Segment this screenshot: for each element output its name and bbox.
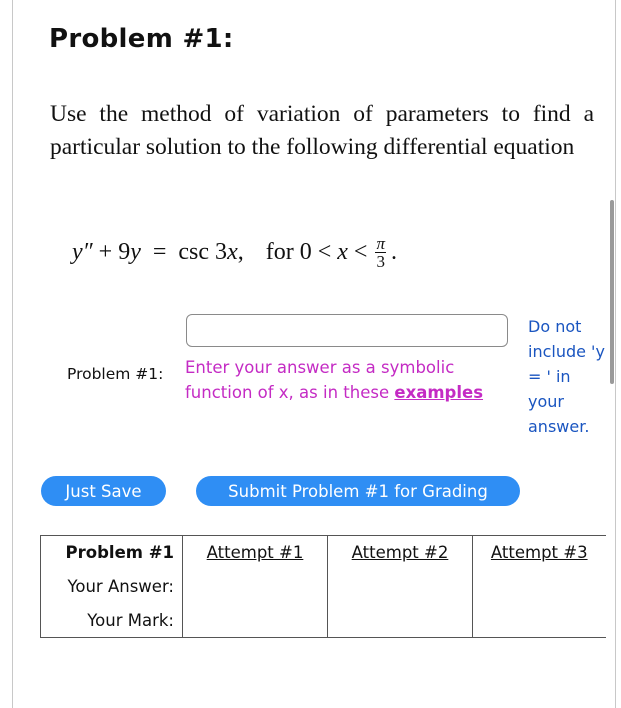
attempt-3-header[interactable] [473, 536, 606, 570]
eq-equals: = [146, 238, 173, 265]
eq-y: y [130, 238, 141, 265]
attempt-1-header[interactable] [183, 536, 328, 570]
attempt-2-answer [328, 570, 473, 604]
eq-domain-text: for 0 < [265, 238, 338, 265]
eq-y-double-prime: y″ [72, 238, 93, 265]
answer-input[interactable] [186, 314, 508, 347]
table-header-problem: Problem #1 [41, 536, 183, 570]
your-mark-label: Your Mark: [41, 604, 183, 638]
answer-hint-text: Enter your answer as a symbolic function of x, as in these [185, 358, 455, 402]
attempts-table [40, 535, 606, 638]
eq-x: x [227, 238, 238, 265]
eq-fraction [375, 235, 386, 270]
just-save-button[interactable]: Just Save [41, 476, 166, 506]
your-answer-label: Your Answer: [41, 570, 183, 604]
attempt-2-header[interactable] [328, 536, 473, 570]
eq-lt: < [347, 238, 374, 265]
examples-link[interactable]: examples [394, 383, 484, 402]
table-header-row [41, 536, 606, 570]
eq-period: . [390, 238, 397, 265]
submit-button[interactable]: Submit Problem #1 for Grading [196, 476, 520, 506]
eq-comma: , [237, 238, 244, 265]
problem-prompt: Use the method of variation of parameters to find a particular solution to the following differential equation [50, 101, 594, 160]
problem-title: Problem #1: [49, 24, 234, 54]
attempt-3-answer [473, 570, 606, 604]
attempt-2-mark [328, 604, 473, 638]
eq-fraction-denominator: 3 [376, 251, 385, 271]
eq-plus-nine: + 9 [92, 238, 131, 265]
table-row [41, 604, 606, 638]
answer-label: Problem #1: [67, 365, 164, 383]
table-row [41, 570, 606, 604]
eq-csc: csc 3 [178, 238, 228, 265]
attempt-3-link[interactable]: Attempt #3 [490, 543, 588, 563]
attempt-1-link[interactable]: Attempt #1 [206, 543, 304, 563]
attempt-1-mark [183, 604, 328, 638]
differential-equation [72, 232, 397, 272]
attempt-3-mark [473, 604, 606, 638]
attempt-2-link[interactable]: Attempt #2 [351, 543, 449, 563]
attempt-1-answer [183, 570, 328, 604]
eq-fraction-numerator: π [376, 233, 385, 253]
answer-hint [185, 355, 515, 405]
side-note: Do not include 'y = ' in your answer. [528, 317, 605, 436]
eq-domain-x: x [337, 238, 348, 265]
scrollbar-thumb[interactable] [610, 200, 614, 384]
